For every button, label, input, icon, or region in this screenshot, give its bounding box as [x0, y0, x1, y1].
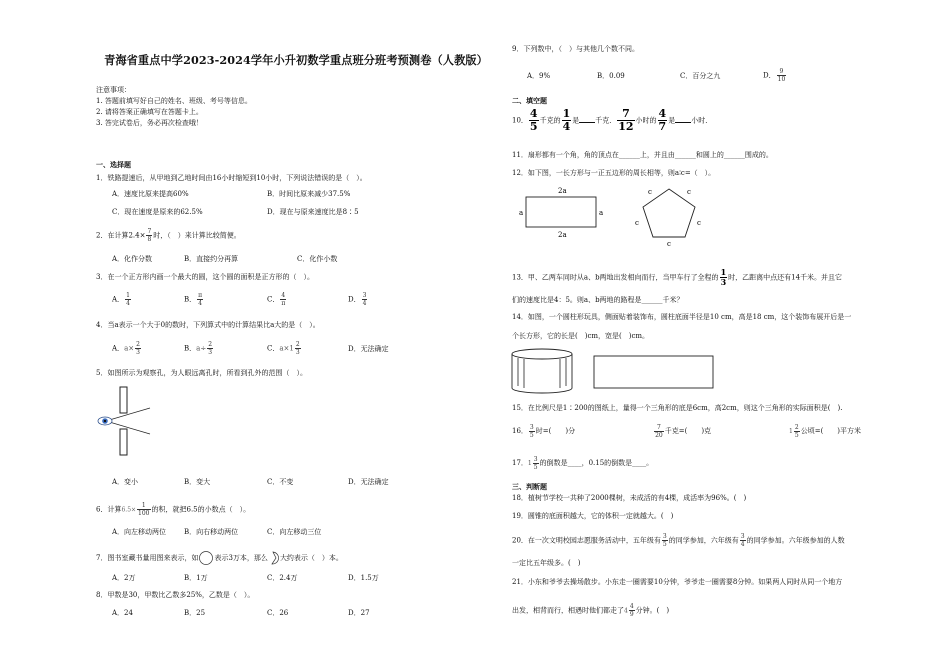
option-b: B．向右移动两位	[184, 528, 239, 536]
option-a: A．向左移动两位	[112, 528, 167, 536]
option-c: C．化作小数	[297, 255, 338, 263]
question-stem: 14．如图，一个圆柱形玩具，侧面贴着装饰布，圆柱底面半径是10 cm，高是18 cm，这个装饰布展开后是一	[512, 313, 852, 321]
pentagon-shape	[643, 189, 695, 237]
option-a: A．变小	[112, 478, 139, 486]
wall-bottom	[120, 429, 127, 455]
pentagon-side-label: c	[648, 188, 652, 196]
question-stem: 21．小东和爷爷去操场散步。小东走一圈需要10分钟，爷爷走一圈需要8分钟。如果两人同时从同一个地方	[512, 578, 843, 586]
notice-line: 2. 请将答案正确填写在答题卡上。	[96, 108, 203, 116]
question-stem: 一定比五年级多。( )	[512, 559, 581, 567]
notice-line: 3. 答完试卷后，务必再次检查哦！	[96, 119, 203, 127]
pentagon-figure	[636, 186, 706, 248]
notice-line: 1. 答题前填写好自己的姓名、班级、考号等信息。	[96, 97, 252, 105]
question-stem: 12．如下图，一长方形与一正五边形的周长相等，则a∶c=（ ）。	[512, 169, 716, 177]
pentagon-side-label: c	[687, 188, 691, 196]
option-d: D．现在与原来速度比是8∶5	[267, 208, 359, 216]
peephole-diagram	[98, 386, 158, 456]
option-b: B． $\frac{\pi}{4}$	[184, 292, 203, 307]
rectangle-figure	[518, 185, 608, 241]
option-d: D． $\frac{3}{4}$	[348, 292, 367, 307]
option-c: C．a×1 $\frac{2}{3}$	[267, 341, 300, 356]
page-title: 青海省重点中学2023-2024学年小升初数学重点班分班考预测卷（人教版）	[104, 53, 488, 67]
cylinder-figure	[510, 348, 576, 396]
rect-left-label: a	[519, 209, 524, 217]
question-stem: 11．扇形都有一个角，角的顶点在______上，并且由______和圆上的______围成的。	[512, 151, 773, 159]
question-stem: 19．圆锥的底面积越大，它的体积一定就越大。( )	[512, 512, 674, 520]
question-stem: 13．甲、乙两车同时从a、b两地出发相向而行，当甲车行了全程的 $\frac{1}{3}$ 时，乙距离中点还有14千米。并且它	[512, 267, 843, 287]
question-stem: 们的速度比是4：5。则a、b两地的路程是______千米？	[512, 296, 684, 304]
option-c: C．26	[267, 609, 289, 617]
rect-bottom-label: 2a	[558, 231, 567, 239]
question-stem: 17．1 $\frac{3}{5}$ 的倒数是____，0.15的倒数是____。	[512, 455, 654, 471]
option-d: D．无法确定	[348, 345, 389, 353]
question-stem: 个长方形，它的长是( )cm，宽是( )cm。	[512, 332, 650, 340]
partial-circle-icon	[268, 551, 280, 565]
option-a: A．a× $\frac{2}{3}$	[112, 341, 140, 356]
fraction: $\frac{7}{8}$	[147, 228, 152, 243]
option-d: D．1.5万	[348, 574, 379, 582]
question-stem: 9．下列数中，（ ）与其他几个数不同。	[512, 45, 639, 53]
option-d: D．27	[348, 609, 370, 617]
section-heading-judge: 三、判断题	[512, 482, 547, 491]
option-b: B．1万	[184, 574, 208, 582]
option-a: A．2万	[112, 574, 136, 582]
question-stem: 出发，相背而行，相遇时他们都走了4 $\frac{4}{9}$ 分钟。( )	[512, 603, 670, 618]
wall-top	[120, 387, 127, 413]
option-b: B．变大	[184, 478, 211, 486]
option-d: D．无法确定	[348, 478, 389, 486]
option-b: B．0.09	[597, 72, 625, 80]
question-stem: 10． $\frac{4}{5}$ 千克的 $\frac{1}{4}$ 是 千克． $\frac{7}{12}$ 小时的 $\frac{4}{7}$ 是 小时．	[512, 107, 713, 133]
question-stem: 2．在计算2.4× $\frac{7}{8}$ 时，（ ）来计算比较简便。	[96, 228, 241, 243]
question-stem: 6．计算6.5× $\frac{1}{100}$ 的积，就把6.5的小数点（ ）。	[96, 502, 251, 517]
option-b: B．25	[184, 609, 206, 617]
question-stem: 15．在比例尺是1∶200的图纸上，量得一个三角形的底是6cm，高2cm，则这个三角形的实际面积是( ).	[512, 404, 843, 412]
unrolled-rectangle	[593, 355, 715, 391]
option-c: C．2.4万	[267, 574, 298, 582]
full-circle-icon	[198, 551, 214, 565]
rect-top-label: 2a	[558, 187, 567, 195]
rect-right-label: a	[599, 209, 604, 217]
question-stem: 5．如图所示为观察孔，为人眼远离孔时，所看到孔外的范围（ ）。	[96, 369, 307, 377]
rectangle-shape	[526, 197, 596, 227]
question-stem: 7．图书室藏书量用图来表示，如 表示3万本，那么 大约表示（ ）本。	[96, 551, 343, 565]
question-stem: 18．植树节学校一共种了2000棵树，未成活的有4棵，成活率为96%。( )	[512, 494, 747, 502]
option-c: C．现在速度是原来的62.5%	[112, 208, 203, 216]
option-a: A．9%	[527, 72, 551, 80]
question-stem: 16． $\frac{3}{5}$ 时=( )分 $\frac{7}{20}$ 千克=( )克 1 $\frac{2}{5}$ 公顷=( )平方米	[512, 423, 862, 439]
notice-heading: 注意事项：	[96, 86, 131, 94]
option-a: A．速度比原来提高60%	[112, 190, 189, 198]
option-b: B．a÷ $\frac{2}{3}$	[184, 341, 213, 356]
option-a: A． $\frac{1}{4}$	[112, 292, 130, 307]
option-c: C．百分之九	[680, 72, 721, 80]
option-d: D． $\frac{9}{10}$	[763, 68, 786, 83]
pentagon-side-label: c	[667, 240, 671, 248]
pentagon-side-label: c	[635, 219, 639, 227]
option-c: C．向左移动三位	[267, 528, 322, 536]
question-stem: 1．铁路提速后，从甲地到乙地时间由16小时缩短到10小时，下列说法错误的是（ ）。	[96, 174, 367, 182]
question-stem: 20．在一次文明校园志愿服务活动中，五年级有 $\frac{3}{5}$ 的同学参加，六年级有 $\frac{3}{4}$ 的同学参加。六年级参加的人数	[512, 533, 845, 548]
option-a: A．化作分数	[112, 255, 153, 263]
option-c: C．不变	[267, 478, 294, 486]
pentagon-side-label: c	[697, 219, 701, 227]
option-a: A．24	[112, 609, 133, 617]
option-b: B．时间比原来减少37.5%	[267, 190, 351, 198]
question-stem: 3．在一个正方形内画一个最大的圆，这个圆的面积是正方形的（ ）。	[96, 273, 314, 281]
option-c: C． $\frac{4}{\pi}$	[267, 292, 286, 307]
section-heading-choice: 一、选择题	[96, 160, 131, 169]
question-stem: 8．甲数是30，甲数比乙数多25%，乙数是（ ）。	[96, 591, 255, 599]
question-stem: 4．当a表示一个大于0的数时，下列算式中的计算结果比a大的是（ ）。	[96, 321, 320, 329]
option-b: B．直接约分再算	[184, 255, 239, 263]
section-heading-fill: 二、填空题	[512, 96, 547, 105]
